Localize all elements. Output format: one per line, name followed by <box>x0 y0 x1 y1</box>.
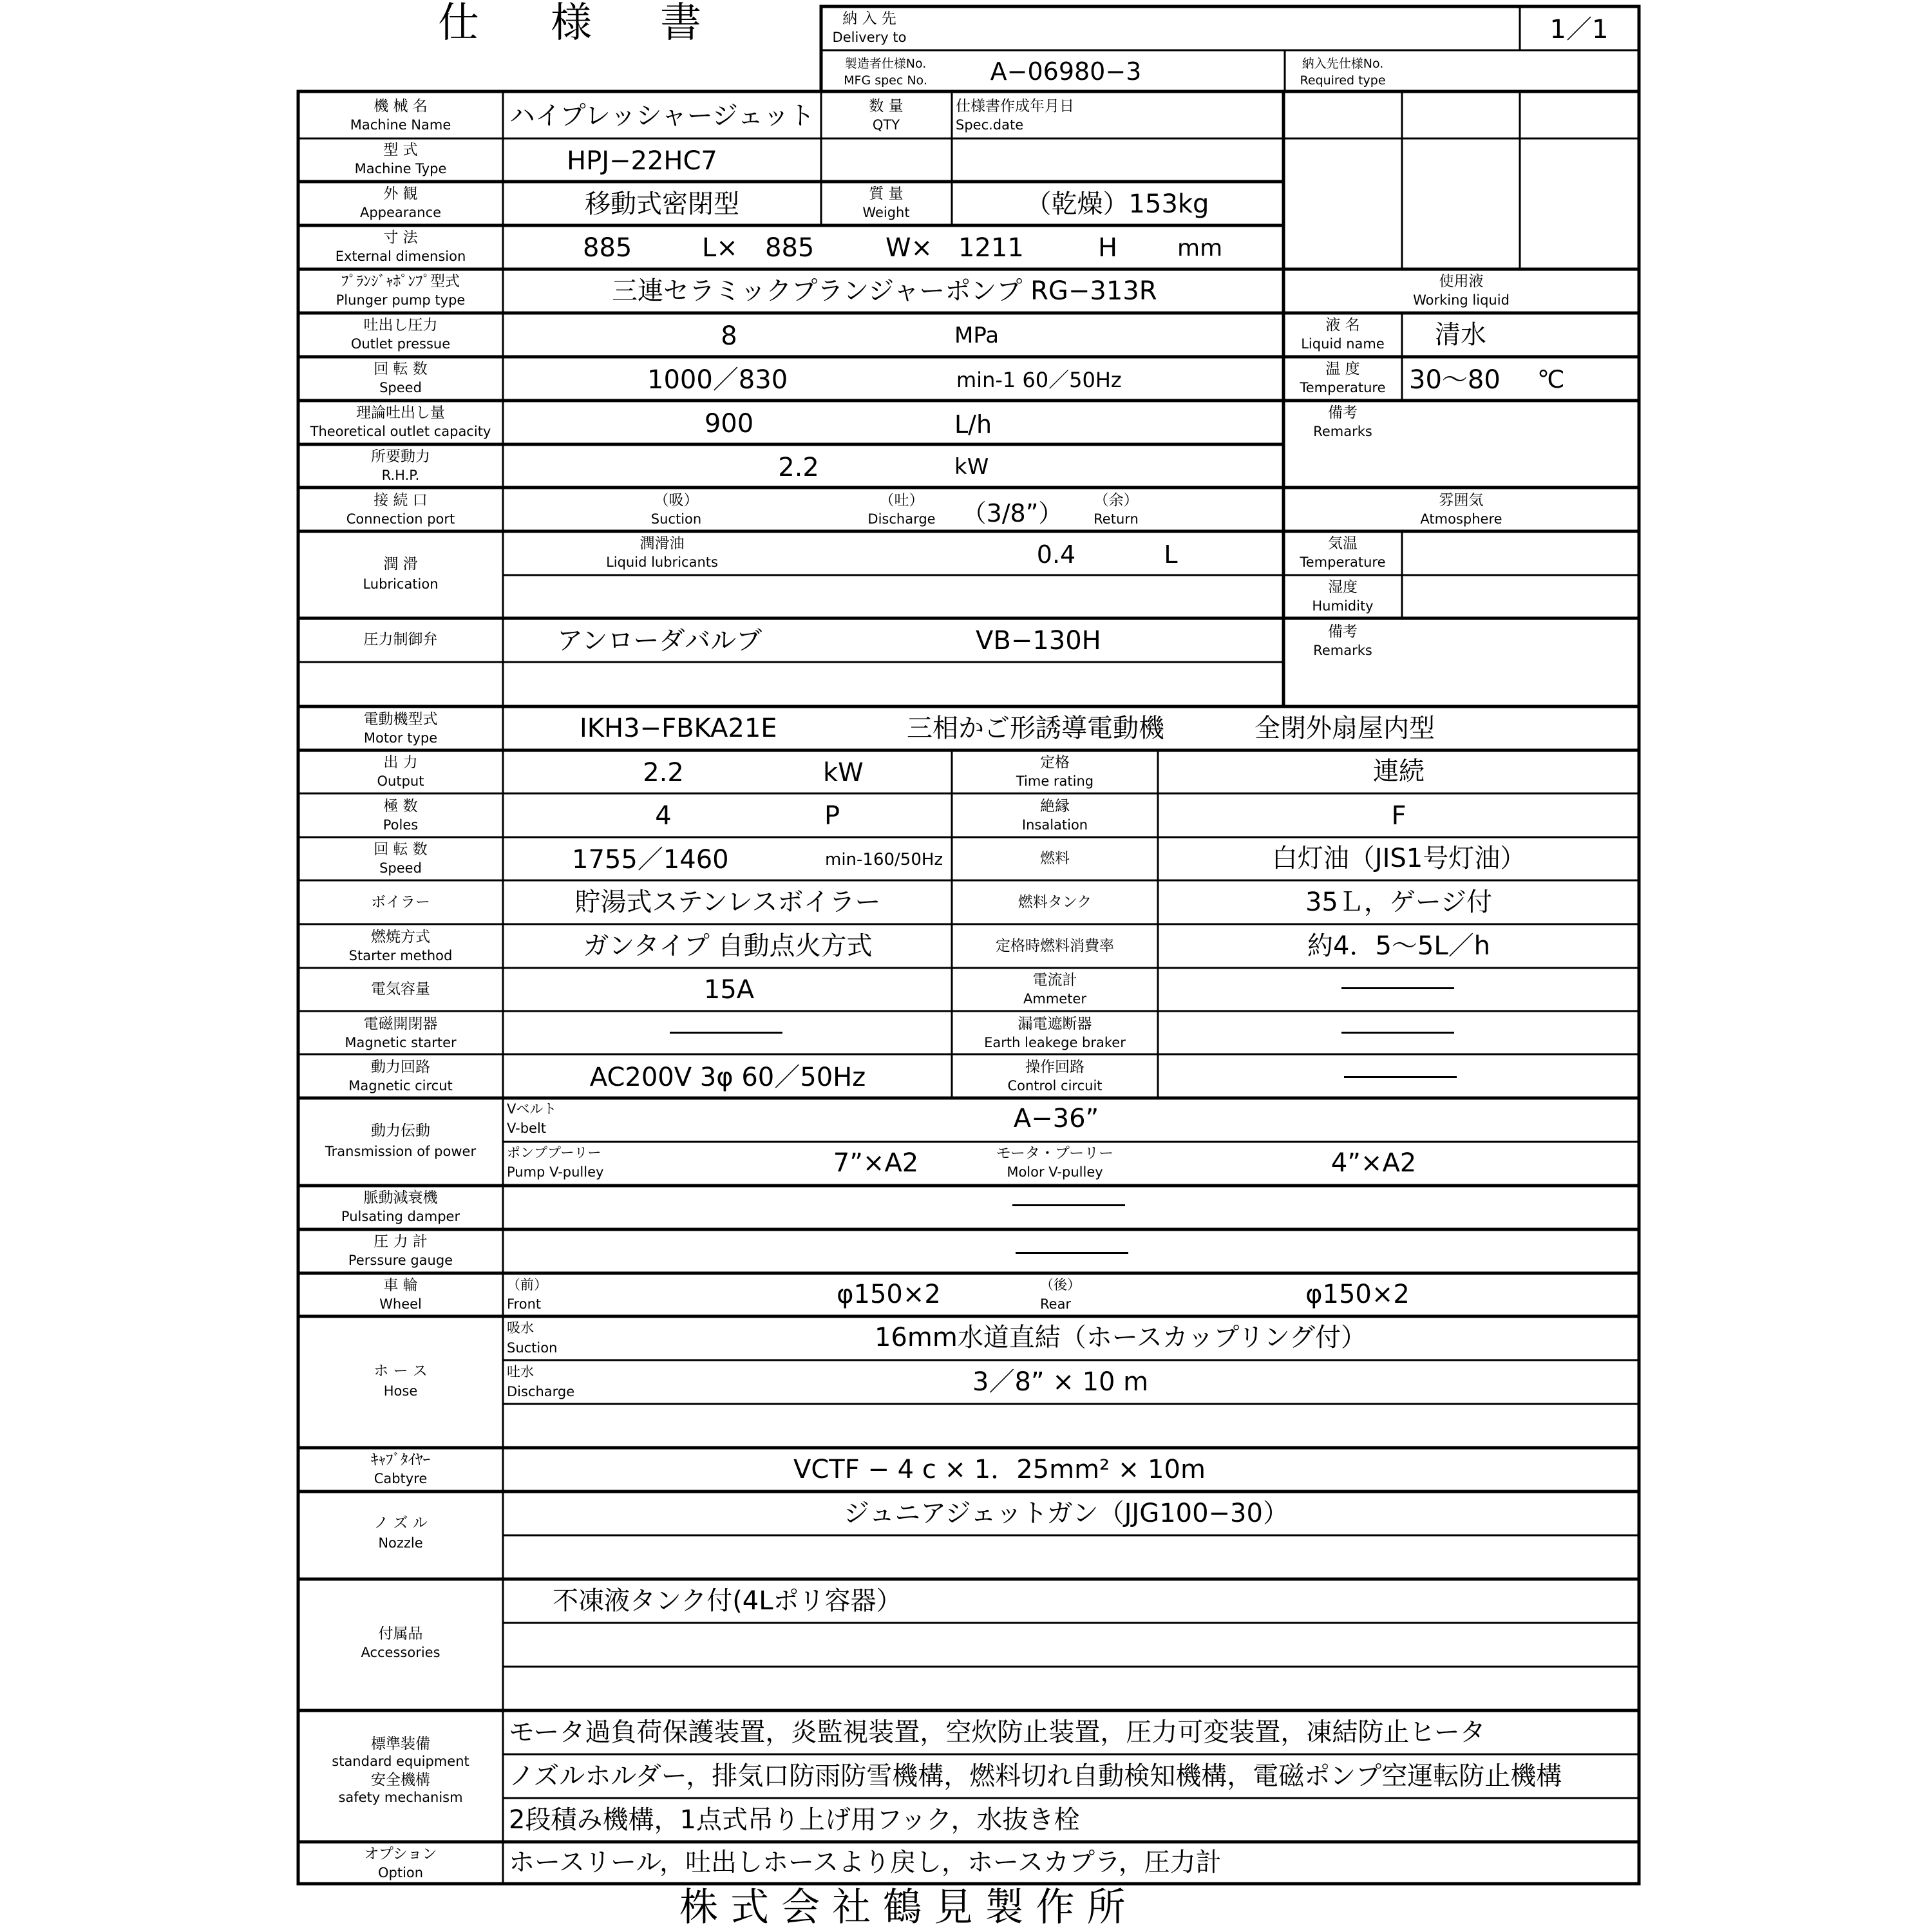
capacity-value: 900 <box>704 409 754 439</box>
machine-type-value: HPJ−22HC7 <box>567 146 717 176</box>
machine-type-label-jp: 型 式 <box>383 142 418 158</box>
pump-speed-unit: min-1 60／50Hz <box>956 368 1122 392</box>
liquid-name-value: 清水 <box>1435 320 1486 350</box>
discharge-port-value: （3/8”） <box>961 499 1063 527</box>
mfg-spec-label-jp: 製造者仕様No. <box>844 57 927 71</box>
dimension-height: 1211 <box>958 233 1024 263</box>
machine-type-label-en: Machine Type <box>354 161 447 176</box>
rhp-label-en: R.H.P. <box>381 468 420 483</box>
transmission-label-en: Transmission of power <box>325 1144 477 1159</box>
connection-port-label-jp: 接 続 口 <box>374 492 428 509</box>
capacity-unit: L/h <box>954 410 992 439</box>
humidity-label-jp: 湿度 <box>1328 579 1358 596</box>
outlet-pressure-label-jp: 吐出し圧力 <box>363 317 438 334</box>
suction-port-label-en: Suction <box>650 511 702 527</box>
motor-pulley-label-jp: モータ・プーリー <box>996 1145 1114 1162</box>
lub-oil-unit: L <box>1164 540 1178 569</box>
starter-method-label-en: Starter method <box>348 948 453 963</box>
pressure-gauge-label-jp: 圧 力 計 <box>374 1233 428 1250</box>
motor-speed-value: 1755／1460 <box>572 845 729 875</box>
option-label-en: Option <box>377 1865 424 1880</box>
dimension-height-unit: H <box>1098 233 1118 263</box>
spec-date-label-en: Spec.date <box>956 117 1024 133</box>
front-wheel-label-en: Front <box>507 1296 542 1312</box>
dimension-width-unit: W× <box>886 233 933 263</box>
boiler-label: ボイラー <box>371 894 430 911</box>
motor-enclosure: 全閉外扇屋内型 <box>1255 714 1435 743</box>
poles-value: 4 <box>655 801 672 831</box>
required-spec-label-jp: 納入先仕様No. <box>1302 57 1384 71</box>
dimension-length-unit: L× <box>702 233 738 263</box>
power-circuit-label-jp: 動力回路 <box>371 1059 430 1075</box>
return-port-label-en: Return <box>1094 511 1139 527</box>
standard-equipment-label-en: standard equipment <box>332 1754 469 1769</box>
appearance-value: 移動式密閉型 <box>585 189 739 219</box>
doc-title-char-3: 書 <box>660 0 701 47</box>
front-wheel-label-jp: （前） <box>507 1277 547 1293</box>
electric-capacity-value: 15A <box>703 975 755 1005</box>
motor-speed-label-en: Speed <box>379 860 422 876</box>
motor-output-value: 2.2 <box>643 758 684 788</box>
hose-discharge-label-jp: 吐水 <box>507 1364 534 1379</box>
standard-equipment-line-2: ノズルホルダー，排気口防雨防雪機構，燃料切れ自動検知機構，電磁ポンプ空運転防止機構 <box>509 1761 1562 1791</box>
appearance-label-en: Appearance <box>359 205 442 220</box>
accessories-label-en: Accessories <box>361 1645 440 1660</box>
ammeter-label-jp: 電流計 <box>1032 972 1077 989</box>
liquid-name-label-jp: 液 名 <box>1325 317 1360 334</box>
air-temp-label-jp: 気温 <box>1328 535 1358 552</box>
motor-type-label-jp: 電動機型式 <box>363 711 438 728</box>
accessories-label-jp: 付属品 <box>378 1625 423 1642</box>
connection-port-label-en: Connection port <box>346 511 455 527</box>
fuel-tank-label: 燃料タンク <box>1018 894 1092 911</box>
delivery-label-en: Delivery to <box>832 30 907 45</box>
mfg-spec-label-en: MFG spec No. <box>844 73 927 88</box>
capacity-label-en: Theoretical outlet capacity <box>310 424 491 439</box>
qty-label-jp: 数 量 <box>869 98 904 115</box>
boiler-value: 貯湯式ステンレスボイラー <box>574 887 881 917</box>
fuel-consumption-label: 定格時燃料消費率 <box>996 938 1114 954</box>
power-circuit-label-en: Magnetic circut <box>348 1078 453 1094</box>
remarks2-label-jp: 備考 <box>1328 623 1358 640</box>
power-circuit-value: AC200V 3φ 60／50Hz <box>589 1063 866 1092</box>
outlet-pressure-value: 8 <box>721 321 737 351</box>
liquid-name-label-en: Liquid name <box>1301 336 1385 352</box>
doc-title-char-2: 様 <box>551 0 592 47</box>
liquid-temp-label-jp: 温 度 <box>1325 361 1360 377</box>
earth-breaker-none-dash <box>1341 1032 1454 1034</box>
required-spec-label-en: Required type <box>1300 73 1386 88</box>
humidity-label-en: Humidity <box>1312 598 1374 614</box>
pressure-gauge-none-dash <box>1016 1252 1128 1254</box>
cabtyre-label-en: Cabtyre <box>374 1471 428 1486</box>
accessories-value: 不凍液タンク付(4Lポリ容器） <box>553 1586 902 1616</box>
qty-label-en: QTY <box>872 117 900 133</box>
rhp-value: 2.2 <box>778 453 819 482</box>
vbelt-label-jp: Vベルト <box>507 1101 557 1117</box>
lubrication-label-en: Lubrication <box>363 576 439 592</box>
pump-speed-label-en: Speed <box>379 380 422 395</box>
lub-oil-label-jp: 潤滑油 <box>639 535 685 552</box>
poles-unit: P <box>824 801 840 831</box>
hose-label-jp: ホ ー ス <box>374 1363 428 1379</box>
lub-oil-value: 0.4 <box>1036 540 1076 569</box>
hose-suction-label-jp: 吸水 <box>507 1320 534 1336</box>
pressure-valve-label-jp: 圧力制御弁 <box>363 631 438 648</box>
insulation-label-jp: 絶縁 <box>1040 798 1070 815</box>
fuel-value: 白灯油（JIS1号灯油） <box>1271 844 1526 873</box>
starter-method-label-jp: 燃焼方式 <box>371 929 430 945</box>
earth-breaker-label-en: Earth leakege braker <box>984 1035 1126 1050</box>
working-liquid-label-jp: 使用液 <box>1439 273 1484 290</box>
ammeter-none-dash <box>1341 987 1454 989</box>
air-temp-label-en: Temperature <box>1300 554 1386 570</box>
plunger-pump-label-jp: ﾌﾟﾗﾝｼﾞｬﾎﾟﾝﾌﾟ型式 <box>341 273 460 290</box>
dimension-label-jp: 寸 法 <box>383 229 418 246</box>
standard-equipment-line-1: モータ過負荷保護装置，炎監視装置，空炊防止装置，圧力可変装置，凍結防止ヒータ <box>509 1718 1486 1747</box>
pulsating-damper-label-en: Pulsating damper <box>341 1209 460 1224</box>
return-port-label-jp: （余） <box>1094 492 1139 509</box>
liquid-temp-unit: ℃ <box>1537 365 1565 393</box>
liquid-temp-value: 30～80 <box>1409 365 1501 395</box>
earth-breaker-label-jp: 漏電遮断器 <box>1018 1016 1092 1032</box>
cabtyre-label-jp: ｷｬﾌﾞﾀｲﾔｰ <box>371 1452 430 1468</box>
wheel-label-jp: 車 輪 <box>383 1277 418 1294</box>
remarks-label-en: Remarks <box>1313 424 1372 439</box>
pressure-valve-value: アンローダバルブ <box>557 626 762 656</box>
dimension-width: 885 <box>765 233 815 263</box>
lub-oil-label-en: Liquid lubricants <box>606 554 718 570</box>
hose-suction-value: 16mm水道直結（ホースカップリング付） <box>874 1323 1367 1352</box>
motor-speed-label-jp: 回 転 数 <box>374 841 428 858</box>
vbelt-value: A−36” <box>1013 1104 1099 1133</box>
time-rating-label-jp: 定格 <box>1040 754 1070 771</box>
liquid-temp-label-en: Temperature <box>1300 380 1386 395</box>
machine-name-value: ハイプレッシャージェット <box>509 101 815 131</box>
motor-pulley-value: 4”×A2 <box>1331 1148 1417 1178</box>
standard-equipment-label-jp: 標準装備 <box>371 1736 430 1752</box>
remarks2-label-en: Remarks <box>1313 643 1372 658</box>
nozzle-label-en: Nozzle <box>378 1535 423 1551</box>
option-value: ホースリール，吐出しホースより戻し，ホースカプラ，圧力計 <box>509 1848 1222 1877</box>
doc-title-char-1: 仕 <box>438 0 479 47</box>
machine-name-label-en: Machine Name <box>350 117 451 133</box>
hose-label-en: Hose <box>383 1383 418 1399</box>
dimension-label-en: External dimension <box>335 249 466 264</box>
pump-pulley-label-en: Pump V-pulley <box>507 1164 604 1180</box>
vbelt-label-en: V-belt <box>507 1121 547 1136</box>
motor-speed-unit: min-160/50Hz <box>825 850 943 869</box>
safety-mechanism-label-jp: 安全機構 <box>371 1772 430 1788</box>
hose-discharge-value: 3／8” × 10 m <box>972 1367 1149 1397</box>
fuel-tank-value: 35Ｌ，ゲージ付 <box>1305 887 1493 917</box>
nozzle-label-jp: ノ ズ ル <box>374 1515 428 1531</box>
atmosphere-label-jp: 雰囲気 <box>1439 492 1484 509</box>
rhp-label-jp: 所要動力 <box>371 448 430 465</box>
discharge-port-label-jp: （吐） <box>879 492 924 509</box>
pump-speed-label-jp: 回 転 数 <box>374 361 428 377</box>
pressure-valve-model: VB−130H <box>976 626 1101 656</box>
cabtyre-value: VCTF − 4 c × 1．25mm² × 10m <box>793 1455 1206 1484</box>
rear-wheel-value: φ150×2 <box>1305 1280 1410 1309</box>
standard-equipment-line-3: 2段積み機構，1点式吊り上げ用フック，水抜き栓 <box>509 1805 1080 1835</box>
pump-pulley-label-jp: ポンププーリー <box>507 1145 601 1160</box>
rear-wheel-label-en: Rear <box>1040 1296 1072 1312</box>
safety-mechanism-label-en: safety mechanism <box>338 1790 463 1805</box>
time-rating-value: 連続 <box>1373 757 1425 786</box>
capacity-label-jp: 理論吐出し量 <box>356 404 445 421</box>
weight-value: （乾燥）153kg <box>1025 189 1209 219</box>
wheel-label-en: Wheel <box>379 1296 422 1312</box>
nozzle-value: ジュニアジェットガン（JJG100−30） <box>844 1499 1289 1528</box>
outlet-pressure-unit: MPa <box>954 323 999 348</box>
motor-type-kind: 三相かご形誘導電動機 <box>907 714 1164 743</box>
hose-suction-label-en: Suction <box>507 1340 558 1356</box>
fuel-label: 燃料 <box>1040 850 1070 867</box>
poles-label-en: Poles <box>383 817 419 833</box>
lubrication-label-jp: 潤 滑 <box>383 556 418 573</box>
outlet-pressure-label-en: Outlet pressue <box>350 336 451 352</box>
spec-date-label-jp: 仕様書作成年月日 <box>956 98 1074 115</box>
pressure-gauge-label-en: Perssure gauge <box>348 1253 453 1268</box>
company-name: 株 式 会 社 鶴 見 製 作 所 <box>679 1885 1126 1930</box>
dimension-length: 885 <box>583 233 632 263</box>
starter-method-value: ガンタイプ 自動点火方式 <box>583 931 873 961</box>
atmosphere-label-en: Atmosphere <box>1420 511 1502 527</box>
appearance-label-jp: 外 観 <box>383 185 418 202</box>
hose-discharge-label-en: Discharge <box>507 1384 575 1399</box>
motor-output-unit: kW <box>823 758 864 788</box>
transmission-label-jp: 動力伝動 <box>371 1122 430 1139</box>
magnetic-starter-label-en: Magnetic starter <box>345 1035 457 1050</box>
electric-capacity-label: 電気容量 <box>371 981 430 998</box>
control-circuit-none-dash <box>1344 1076 1457 1078</box>
mfg-spec-value: A−06980−3 <box>990 57 1142 86</box>
ammeter-label-en: Ammeter <box>1023 991 1086 1007</box>
remarks-label-jp: 備考 <box>1328 404 1358 421</box>
motor-pulley-label-en: Molor V-pulley <box>1007 1164 1103 1180</box>
motor-type-label-en: Motor type <box>363 730 438 746</box>
magnetic-starter-none-dash <box>670 1032 782 1034</box>
fuel-consumption-value: 約4．5～5L／h <box>1307 931 1490 961</box>
weight-label-jp: 質 量 <box>869 185 904 202</box>
motor-output-label-jp: 出 力 <box>383 754 418 771</box>
page-number: 1／1 <box>1549 15 1609 44</box>
plunger-pump-value: 三連セラミックプランジャーポンプ RG−313R <box>612 276 1157 306</box>
plunger-pump-label-en: Plunger pump type <box>336 292 466 308</box>
insulation-label-en: Insalation <box>1021 817 1088 833</box>
option-label-jp: オプション <box>364 1846 437 1862</box>
time-rating-label-en: Time rating <box>1016 773 1094 789</box>
poles-label-jp: 極 数 <box>383 798 418 815</box>
dimension-mm-unit: mm <box>1177 235 1223 261</box>
suction-port-label-jp: （吸） <box>654 492 699 509</box>
machine-name-label-jp: 機 械 名 <box>374 98 428 115</box>
control-circuit-label-en: Control circuit <box>1007 1078 1103 1094</box>
magnetic-starter-label-jp: 電磁開閉器 <box>363 1016 438 1032</box>
control-circuit-label-jp: 操作回路 <box>1025 1059 1084 1075</box>
pulsating-damper-label-jp: 脈動減衰機 <box>363 1189 438 1206</box>
delivery-label-jp: 納 入 先 <box>842 10 896 27</box>
discharge-port-label-en: Discharge <box>867 511 936 527</box>
working-liquid-label-en: Working liquid <box>1413 292 1510 308</box>
pump-speed-value: 1000／830 <box>647 365 788 395</box>
weight-label-en: Weight <box>862 205 910 220</box>
pulsating-damper-none-dash <box>1012 1204 1125 1206</box>
rear-wheel-label-jp: （後） <box>1040 1277 1081 1293</box>
insulation-value: F <box>1391 801 1406 831</box>
front-wheel-value: φ150×2 <box>837 1280 941 1309</box>
motor-output-label-en: Output <box>377 773 424 789</box>
rhp-unit: kW <box>954 454 989 480</box>
pump-pulley-value: 7”×A2 <box>833 1148 919 1178</box>
motor-type-value: IKH3−FBKA21E <box>580 714 777 743</box>
